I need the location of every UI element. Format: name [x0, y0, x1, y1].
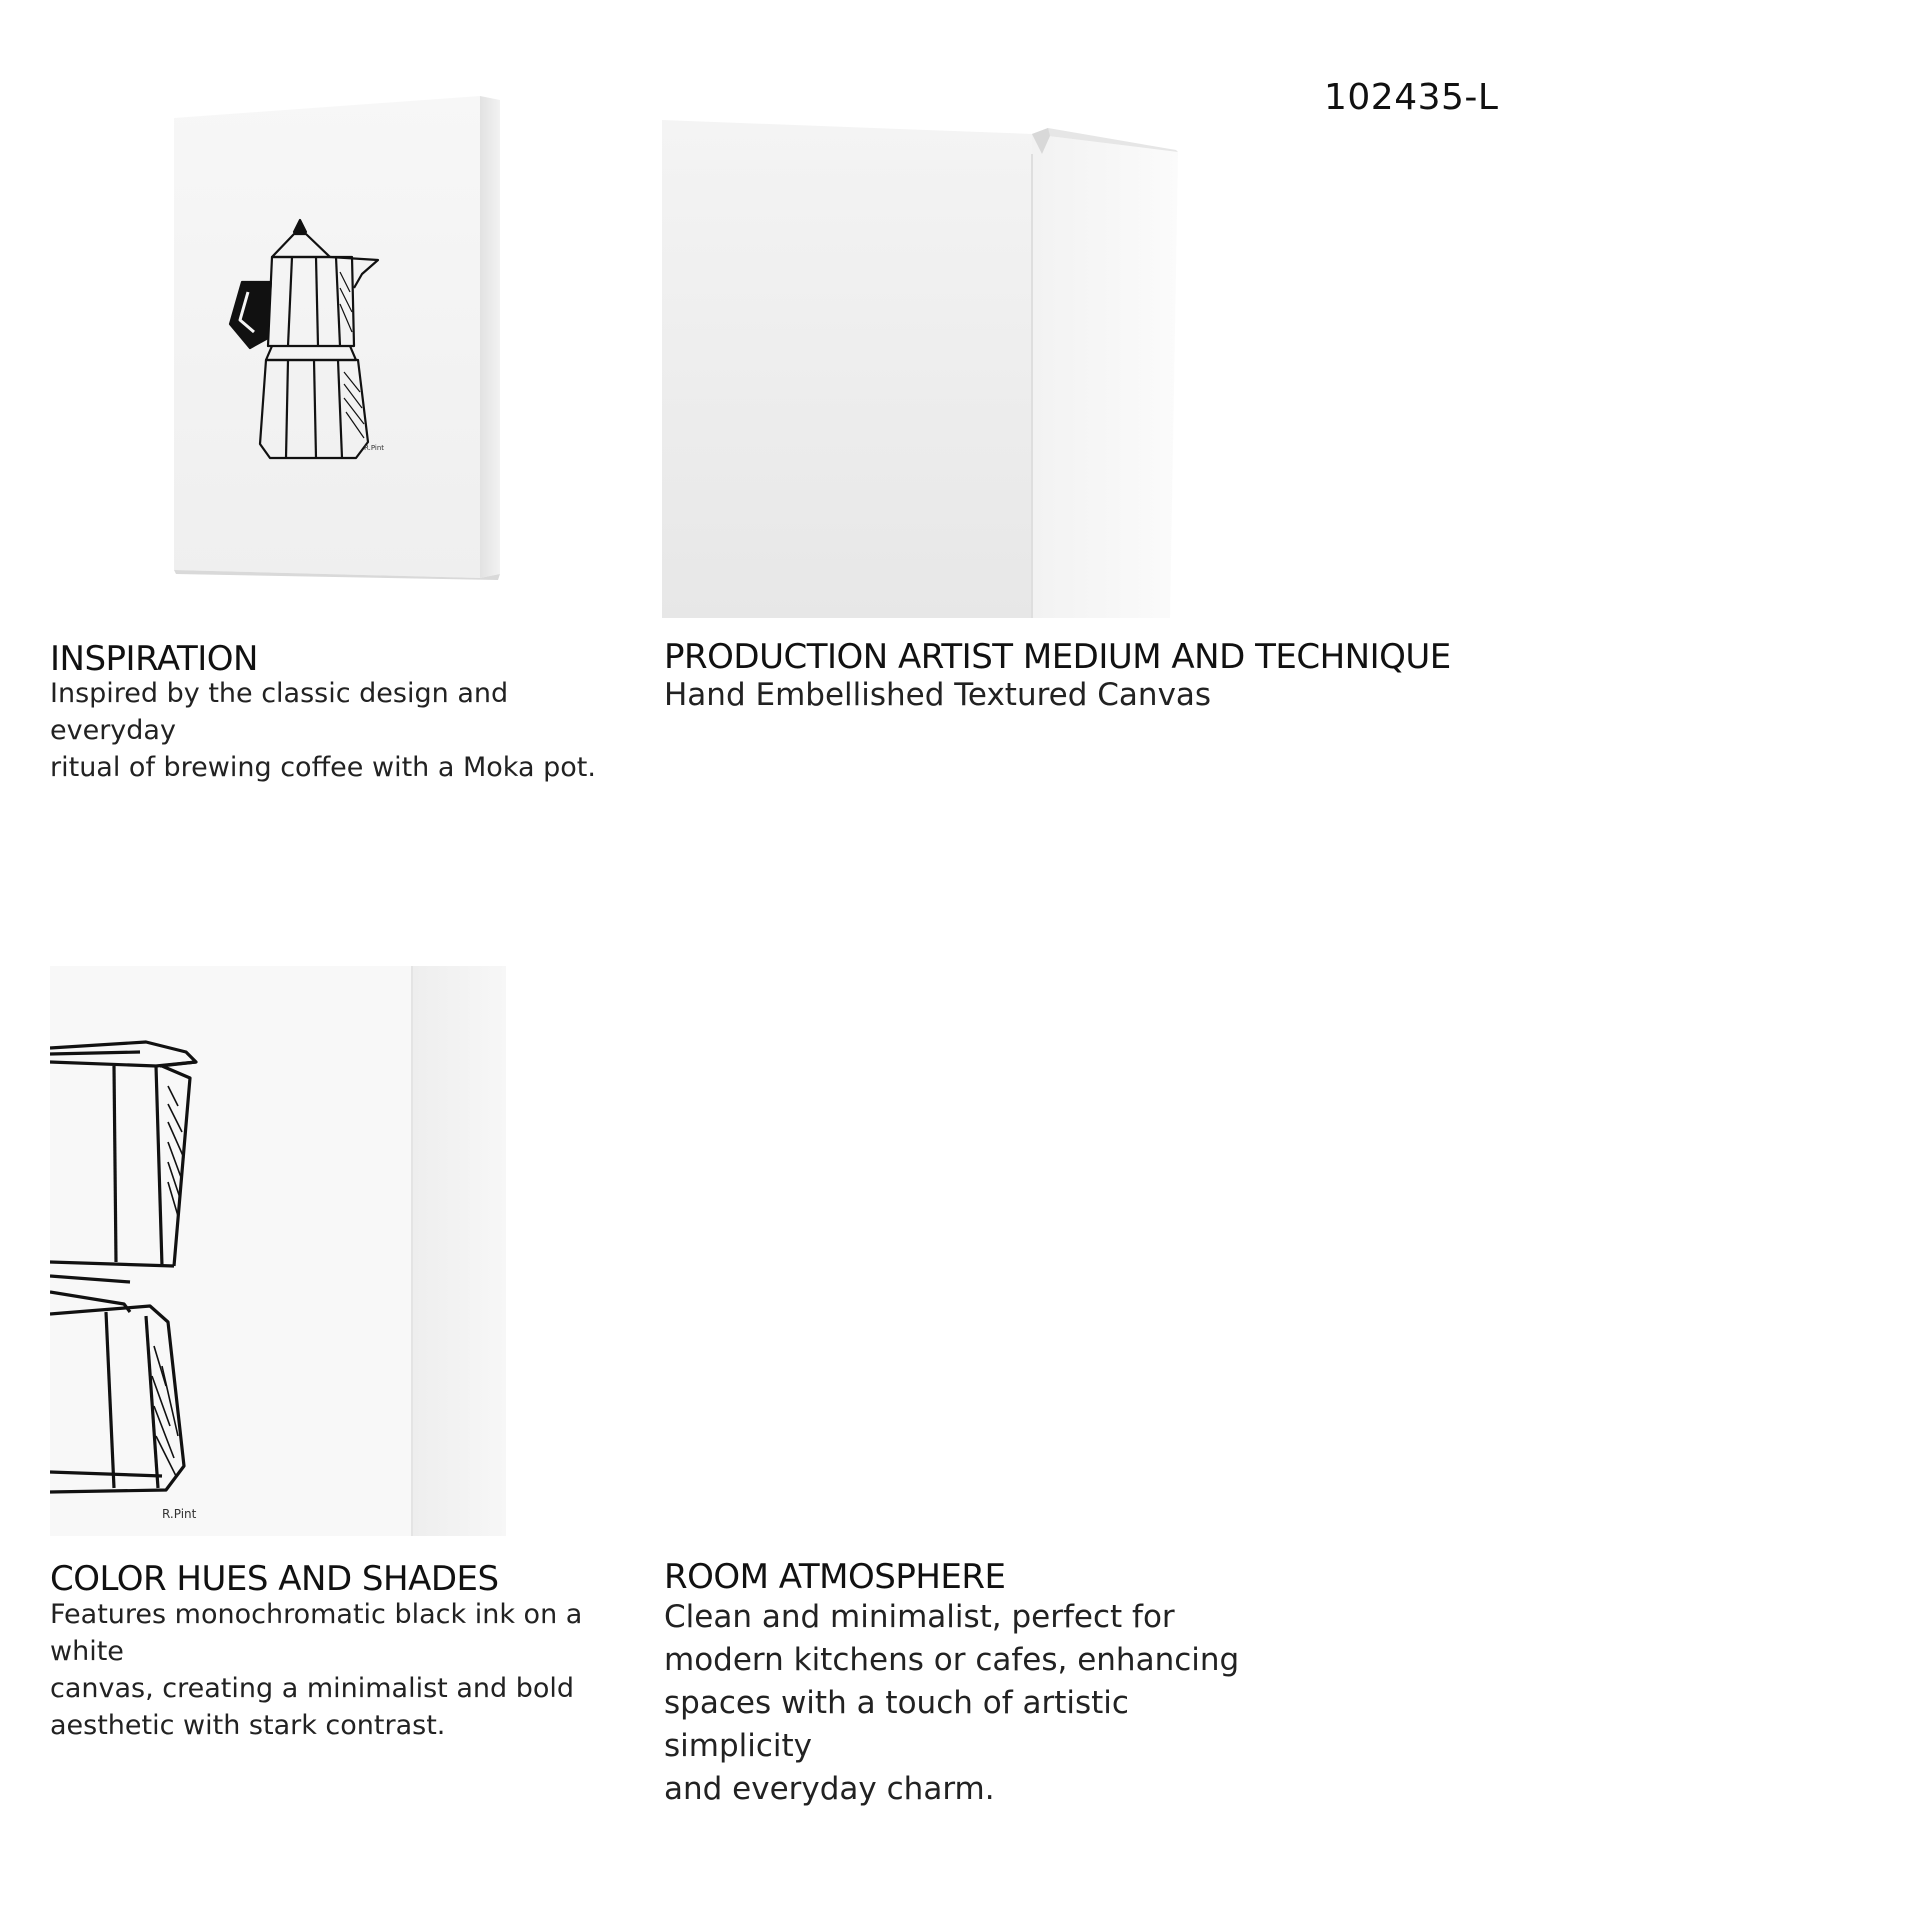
product-sku: 102435-L — [1324, 77, 1499, 118]
canvas-front-illustration — [168, 92, 508, 582]
inspiration-text: Inspired by the classic design and everyday ritual of brewing coffee with a Moka pot. — [50, 678, 596, 783]
production-title: PRODUCTION ARTIST MEDIUM AND TECHNIQUE — [664, 637, 1451, 677]
sketch-detail-illustration — [50, 966, 506, 1536]
canvas-edge-photo — [662, 118, 1184, 618]
canvas-edge-illustration — [662, 118, 1184, 618]
inspiration-title: INSPIRATION — [50, 639, 258, 679]
sketch-detail-photo — [50, 966, 506, 1536]
room-text: Clean and minimalist, perfect for modern kitchens or cafes, enhancing spaces with a touch of artistic simplicity and everyday charm. — [664, 1599, 1240, 1807]
canvas-front-photo — [168, 92, 508, 582]
color-text: Features monochromatic black ink on a white canvas, creating a minimalist and bold aesthetic with stark contrast. — [50, 1599, 583, 1741]
svg-text:R.Pint: R.Pint — [364, 444, 385, 452]
production-text: Hand Embellished Textured Canvas — [664, 677, 1212, 713]
color-title: COLOR HUES AND SHADES — [50, 1559, 499, 1599]
artist-signature: R.Pint — [162, 1507, 197, 1521]
room-title: ROOM ATMOSPHERE — [664, 1557, 1006, 1597]
